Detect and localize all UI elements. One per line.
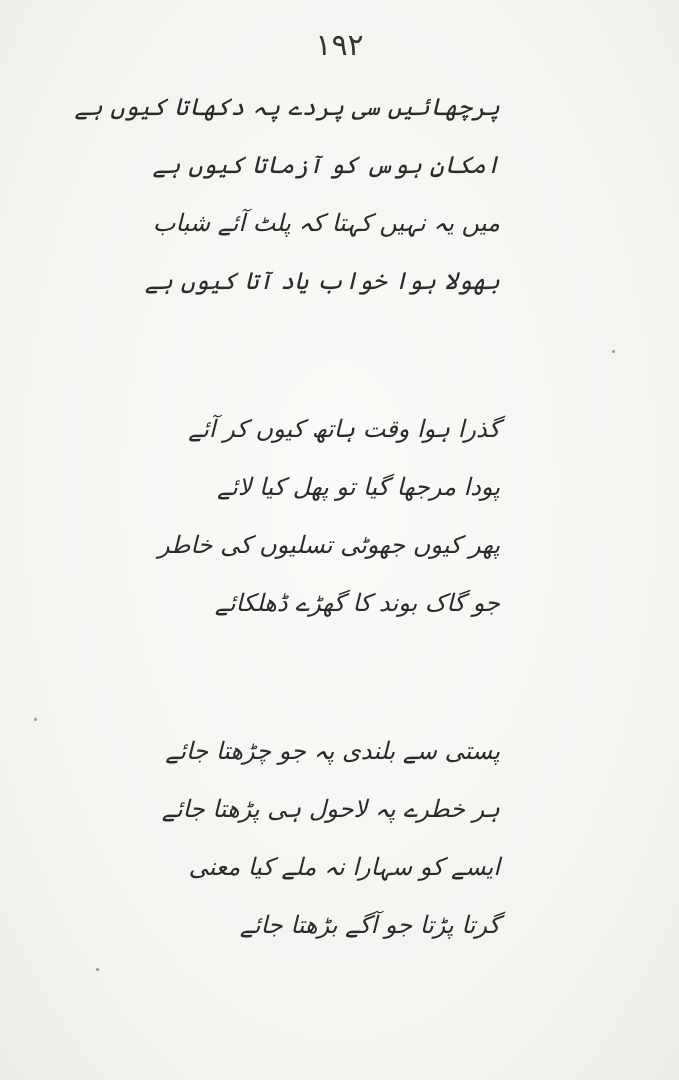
paper-speck <box>612 350 615 353</box>
stanza-3 <box>150 722 500 954</box>
verse-line: پھر کیوں جھوٹی تسلیوں کی خاطر <box>157 531 500 559</box>
paper-speck <box>34 718 37 721</box>
verse-line: بھولا ہوا خواب یاد آتا کیوں ہے <box>144 267 500 295</box>
verse-line: گذرا ہوا وقت ہاتھ کیوں کر آئے <box>188 415 500 443</box>
verse-line: ایسے کو سہارا نہ ملے کیا معنی <box>188 853 500 881</box>
verse-line: میں یہ نہیں کہتا کہ پلٹ آئے شباب <box>152 209 500 237</box>
verse-line: پستی سے بلندی پہ جو چڑھتا جائے <box>165 737 500 765</box>
stanza-2 <box>150 400 500 632</box>
page-number: ١٩٢ <box>315 28 364 63</box>
verse-line: ہر خطرے پہ لاحول ہی پڑھتا جائے <box>161 795 500 823</box>
verse-line: پرچھائیں سی پردے پہ دکھاتا کیوں ہے <box>74 93 500 121</box>
verse-line: گرتا پڑتا جو آگے بڑھتا جائے <box>239 911 500 939</box>
verse-line: پودا مرجھا گیا تو پھل کیا لائے <box>217 473 500 501</box>
verse-line: امکانِ ہوس کو آزماتا کیوں ہے <box>152 151 500 179</box>
stanza-1 <box>74 78 500 310</box>
verse-line: جو گاک بوند کا گھڑے ڈھلکائے <box>214 589 500 617</box>
paper-speck <box>96 968 99 971</box>
